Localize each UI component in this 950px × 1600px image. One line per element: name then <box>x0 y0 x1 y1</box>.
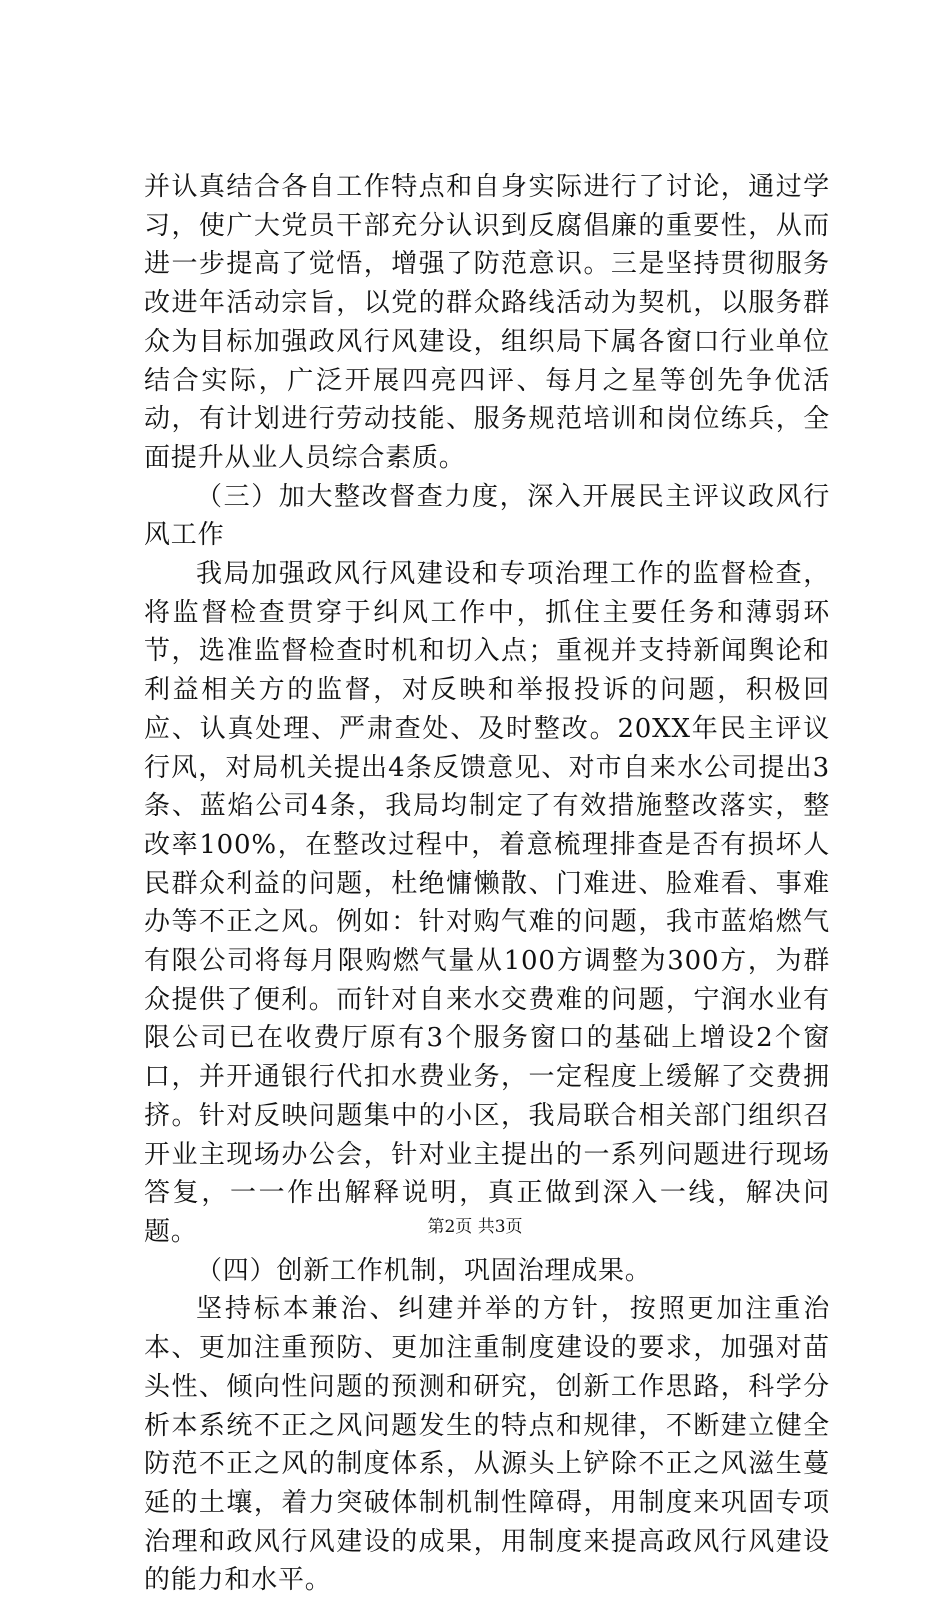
page-footer <box>0 1216 950 1238</box>
document-body <box>144 168 830 1600</box>
paragraph-section-4: 坚持标本兼治、纠建并举的方针，按照更加注重治本、更加注重预防、更加注重制度建设的要求，加强对苗头性、倾向性问题的预测和研究，创新工作思路，科学分析本系统不正之风问题发生的特点和规律，不断建立健全防范不正之风的制度体系，从源头上铲除不正之风滋生蔓延的土壤，着力突破体制机制性障碍，用制度来巩固专项治理和政风行风建设的成果，用制度来提高政风行风建设的能力和水平。 <box>144 1294 830 1596</box>
section-heading-4: （四）创新工作机制，巩固治理成果。 <box>196 1255 652 1286</box>
page-number-label: 第2页 共3页 <box>427 1217 523 1237</box>
paragraph-continuation: 并认真结合各自工作特点和自身实际进行了讨论，通过学习，使广大党员干部充分认识到反腐倡廉的重要性，从而进一步提高了觉悟，增强了防范意识。三是坚持贯彻服务改进年活动宗旨，以党的群众路线活动为契机，以服务群众为目标加强政风行风建设，组织局下属各窗口行业单位结合实际，广泛开展四亮四评、每月之星等创先争优活动，有计划进行劳动技能、服务规范培训和岗位练兵，全面提升从业人员综合素质。 <box>144 172 830 473</box>
paragraph-section-3: 我局加强政风行风建设和专项治理工作的监督检查，将监督检查贯穿于纠风工作中，抓住主要任务和薄弱环节，选准监督检查时机和切入点；重视并支持新闻舆论和利益相关方的监督，对反映和举报投诉的问题，积极回应、认真处理、严肃查处、及时整改。20XX年民主评议行风，对局机关提出4条反馈意见、对市自来水公司提出3条、蓝焰公司4条，我局均制定了有效措施整改落实，整改率100%，在整改过程中，着意梳理排查是否有损坏人民群众利益的问题，杜绝慵懒散、门难进、脸难看、事难办等不正之风。例如：针对购气难的问题，我市蓝焰燃气有限公司将每月限购燃气量从100方调整为300方，为群众提供了便利。而针对自来水交费难的问题，宁润水业有限公司已在收费厅原有3个服务窗口的基础上增设2个窗口，并开通银行代扣水费业务，一定程度上缓解了交费拥挤。针对反映问题集中的小区，我局联合相关部门组织召开业主现场办公会，针对业主提出的一系列问题进行现场答复，一一作出解释说明，真正做到深入一线，解决问题。 <box>144 559 830 1247</box>
section-heading-3: （三）加大整改督查力度，深入开展民主评议政风行风工作 <box>144 481 830 551</box>
